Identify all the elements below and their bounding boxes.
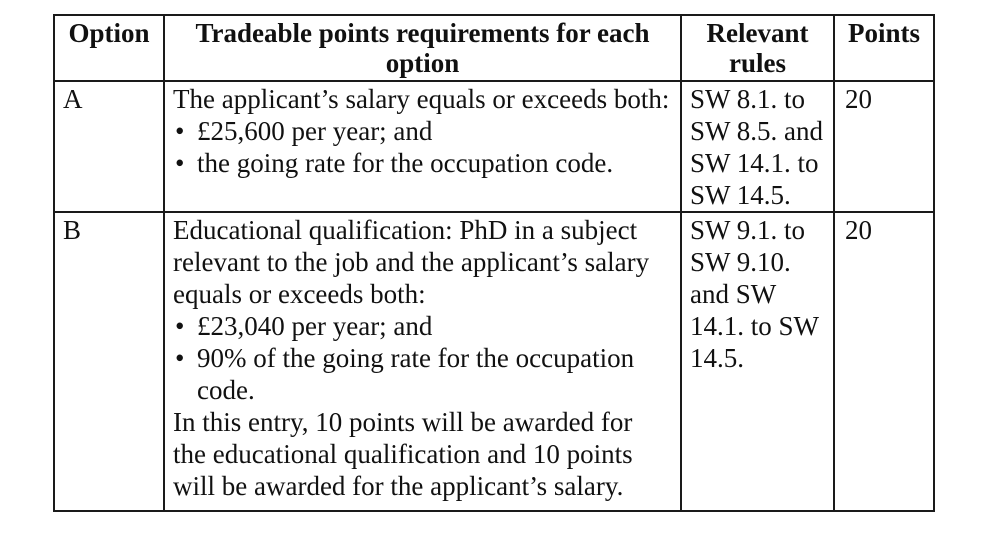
points-cell: 20 [834, 212, 934, 511]
table-row-option-b [54, 212, 934, 511]
requirement-intro: Educational qualification: PhD in a subject relevant to the job and the applicant’s salary equals or exceeds both: [173, 215, 650, 309]
bullet-icon: • [175, 116, 185, 146]
bullet-text: £25,600 per year; and [197, 116, 433, 146]
requirement-bullet [173, 147, 672, 179]
header-relevant-rules: Relevant rules [681, 15, 834, 81]
points-cell: 20 [834, 81, 934, 212]
relevant-rules-cell: SW 9.1. to SW 9.10. and SW 14.1. to SW 14.5. [681, 212, 834, 511]
bullet-text: the going rate for the occupation code. [197, 148, 614, 178]
points-requirements-table [53, 14, 935, 512]
option-cell: B [54, 212, 164, 511]
requirement-bullet [173, 310, 672, 342]
option-cell: A [54, 81, 164, 212]
requirement-bullet-list [173, 310, 672, 406]
relevant-rules-cell: SW 8.1. to SW 8.5. and SW 14.1. to SW 14.5. [681, 81, 834, 212]
bullet-text: 90% of the going rate for the occupation code. [197, 343, 635, 405]
bullet-text: £23,040 per year; and [197, 311, 433, 341]
requirement-intro: The applicant’s salary equals or exceeds both: [173, 84, 670, 114]
requirements-cell [164, 212, 681, 511]
requirements-cell [164, 81, 681, 212]
header-requirements: Tradeable points requirements for each option [164, 15, 681, 81]
requirement-bullet [173, 115, 672, 147]
bullet-icon: • [175, 343, 185, 373]
requirement-bullet-list [173, 115, 672, 179]
table-row-option-a [54, 81, 934, 212]
header-points: Points [834, 15, 934, 81]
table-header-row [54, 15, 934, 81]
bullet-icon: • [175, 148, 185, 178]
header-option: Option [54, 15, 164, 81]
requirement-note: In this entry, 10 points will be awarded for the educational qualification and 10 points will be awarded for the applicant’s salary. [173, 407, 633, 501]
bullet-icon: • [175, 311, 185, 341]
requirement-bullet [173, 342, 672, 406]
